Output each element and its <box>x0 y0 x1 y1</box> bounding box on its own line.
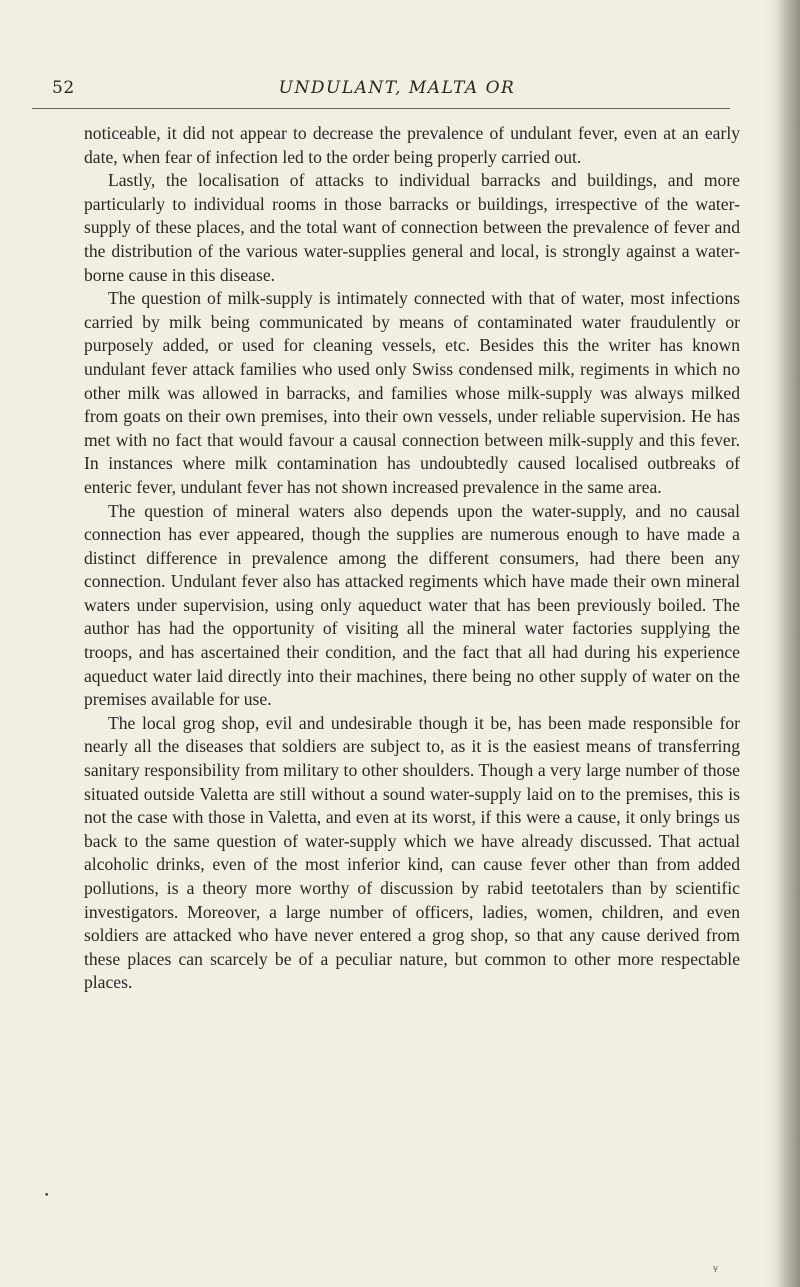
body-text <box>84 122 740 995</box>
page-header <box>52 78 742 118</box>
page-number: 52 <box>52 78 75 98</box>
paragraph: noticeable, it did not appear to decrease the prevalence of undulant fever, even at an early date, when fear of infection led to the order being properly carried out. <box>84 123 740 167</box>
paragraph: The question of milk-supply is intimately connected with that of water, most infections carried by milk being communicated by means of contaminated water fraudulently or purposely added, or used for cleaning vessels, etc. Besides this the writer has known undulant fever attack families who used only Swiss condensed milk, regiments in which no other milk was allowed in barracks, and families whose milk-supply was always milked from goats on their own premises, into their own vessels, under reliable supervision. He has met with no fact that would favour a causal connection between milk-supply and this fever. In instances where milk contamination has undoubtedly caused localised outbreaks of enteric fever, undulant fever has not shown increased prevalence in the same area. <box>84 288 740 497</box>
paragraph: The local grog shop, evil and undesirable though it be, has been made responsible for nearly all the diseases that soldiers are subject to, as it is the easiest means of transferring sanitary responsibility from military to other shoulders. Though a very large number of those situated outside Valetta are still without a sound water-supply laid on to the premises, this is not the case with those in Valetta, and even at its worst, if this were a cause, it only brings us back to the same question of water-supply which we have already discussed. That actual alcoholic drinks, even of the most inferior kind, can cause fever other than from added pollutions, is a theory more worthy of discussion by rabid teetotalers than by scientific investigators. Moreover, a large number of officers, ladies, women, children, and even soldiers are attacked who have never entered a grog shop, so that any cause derived from these places can scarcely be of a peculiar nature, but common to other more respectable places. <box>84 712 740 993</box>
running-title: UNDULANT, MALTA OR <box>278 78 516 98</box>
margin-bullet-mark: • <box>44 1191 50 1201</box>
paragraph: The question of mineral waters also depends upon the water-supply, and no causal connection has ever appeared, though the supplies are numerous enough to have made a distinct difference in prevalence among the different consumers, had there been any connection. Undulant fever also has attacked regiments which have made their own mineral waters under supervision, using only aqueduct water that has been previously boiled. The author has had the opportunity of visiting all the mineral water factories supplying the troops, and has ascertained their condition, and the fact that all had during his experience aqueduct water laid directly into their machines, there being no other supply of water on the premises available for use. <box>84 500 740 710</box>
header-rule <box>32 108 730 109</box>
page-edge-shadow <box>766 0 800 1287</box>
footer-mark: ¥ <box>713 1265 719 1274</box>
paragraph: Lastly, the localisation of attacks to individual barracks and buildings, and more particularly to individual rooms in those barracks or buildings, irrespective of the water-supply of these places, and the total want of connection between the prevalence of fever and the distribution of the various water-supplies general and local, is strongly against a water-borne cause in this disease. <box>84 170 740 285</box>
